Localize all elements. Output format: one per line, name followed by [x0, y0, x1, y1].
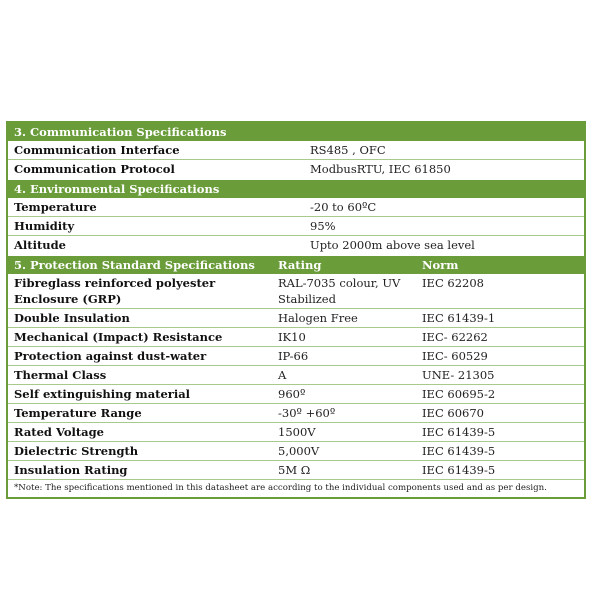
- spec-label: Fibreglass reinforced polyester Enclosure (GRP): [14, 276, 216, 306]
- spec-label: Temperature: [14, 200, 97, 214]
- spec-norm: IEC 61439-5: [422, 444, 496, 458]
- footnote: *Note: The specifications mentioned in this datasheet are according to the individual components used and as per design.: [8, 479, 584, 497]
- table-row: [8, 327, 584, 346]
- spec-norm: IEC 62208: [422, 276, 484, 290]
- spec-label: Dielectric Strength: [14, 444, 139, 458]
- spec-value: -20 to 60ºC: [310, 200, 377, 214]
- table-row: [8, 141, 584, 159]
- spec-norm: IEC 60670: [422, 406, 484, 420]
- spec-label: Mechanical (Impact) Resistance: [14, 330, 223, 344]
- table-row: [8, 274, 584, 308]
- spec-label: Altitude: [14, 238, 67, 252]
- spec-rating: Halogen Free: [278, 311, 358, 325]
- spec-norm: IEC 61439-5: [422, 425, 496, 439]
- table-row: [8, 159, 584, 178]
- table-row: [8, 235, 584, 254]
- spec-rating: A: [278, 368, 287, 382]
- table-row: [8, 198, 584, 216]
- table-row: [8, 216, 584, 235]
- spec-label: Humidity: [14, 219, 75, 233]
- spec-label: Insulation Rating: [14, 463, 128, 477]
- protection-heading-row: [8, 254, 584, 274]
- spec-value: RS485 , OFC: [310, 143, 386, 157]
- spec-norm: UNE- 21305: [422, 368, 495, 382]
- spec-label: Communication Protocol: [14, 162, 175, 176]
- spec-rating: -30º +60º: [278, 406, 336, 420]
- spec-value: ModbusRTU, IEC 61850: [310, 162, 451, 176]
- spec-rating: 5M Ω: [278, 463, 311, 477]
- column-header-rating: Rating: [278, 258, 322, 272]
- spec-rating: 960º: [278, 387, 306, 401]
- spec-norm: IEC 61439-1: [422, 311, 496, 325]
- table-row: [8, 346, 584, 365]
- column-header-norm: Norm: [422, 258, 459, 272]
- spec-label: Thermal Class: [14, 368, 107, 382]
- table-row: [8, 365, 584, 384]
- table-row: [8, 384, 584, 403]
- spec-norm: IEC 61439-5: [422, 463, 496, 477]
- spec-label: Protection against dust-water: [14, 349, 207, 363]
- spec-norm: IEC- 60529: [422, 349, 488, 363]
- protection-heading: 5. Protection Standard Specifications: [14, 258, 255, 272]
- spec-rating: 5,000V: [278, 444, 320, 458]
- spec-label: Communication Interface: [14, 143, 180, 157]
- spec-rating: IK10: [278, 330, 306, 344]
- environmental-heading: 4. Environmental Specifications: [8, 178, 584, 198]
- spec-table: [6, 121, 586, 499]
- table-row: [8, 460, 584, 479]
- spec-rating: 1500V: [278, 425, 316, 439]
- spec-rating: RAL-7035 colour, UV Stabilized: [278, 276, 401, 306]
- table-row: [8, 441, 584, 460]
- spec-label: Rated Voltage: [14, 425, 104, 439]
- table-row: [8, 403, 584, 422]
- table-row: [8, 308, 584, 327]
- spec-label: Self extinguishing material: [14, 387, 191, 401]
- spec-rating: IP-66: [278, 349, 309, 363]
- spec-value: Upto 2000m above sea level: [310, 238, 475, 252]
- spec-norm: IEC- 62262: [422, 330, 488, 344]
- spec-label: Double Insulation: [14, 311, 130, 325]
- table-row: [8, 422, 584, 441]
- communication-heading: 3. Communication Specifications: [8, 123, 584, 141]
- spec-norm: IEC 60695-2: [422, 387, 496, 401]
- spec-label: Temperature Range: [14, 406, 142, 420]
- spec-value: 95%: [310, 219, 336, 233]
